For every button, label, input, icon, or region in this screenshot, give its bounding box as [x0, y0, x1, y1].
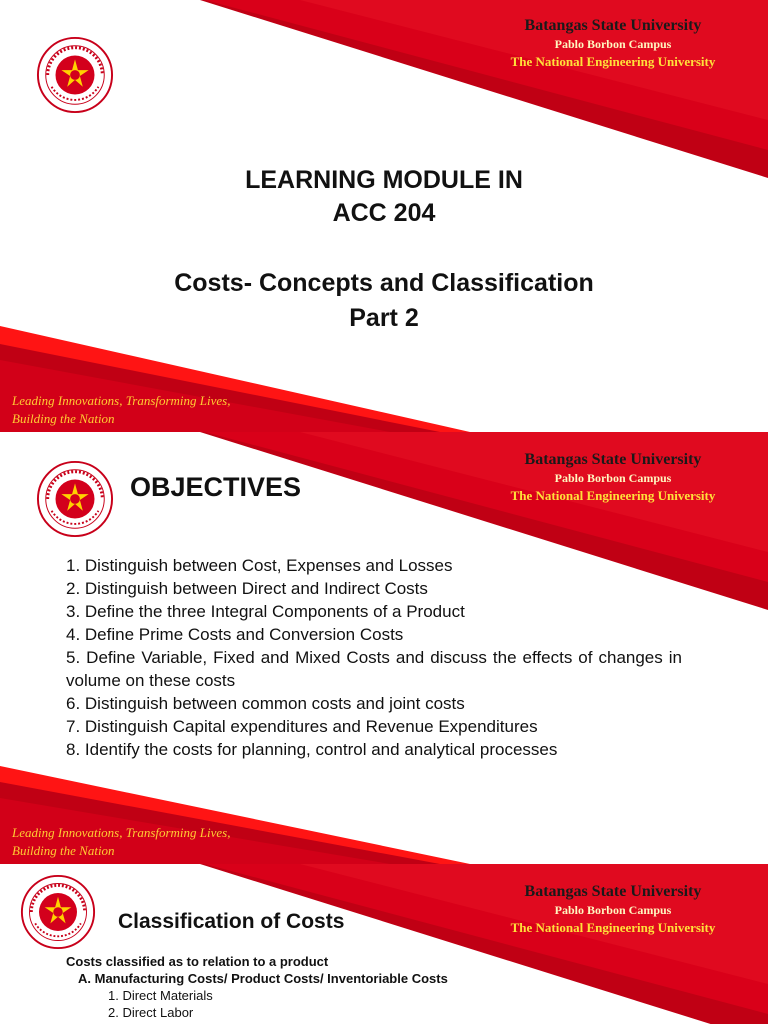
- tagline-line2: Building the Nation: [12, 411, 115, 426]
- university-name: Batangas State University: [524, 883, 702, 900]
- sub-item: 1. Direct Materials: [108, 988, 213, 1003]
- classification-heading: Classification of Costs: [118, 910, 345, 933]
- tagline-line1: Leading Innovations, Transforming Lives,: [12, 825, 231, 840]
- university-header: [488, 882, 738, 936]
- slide-title: [0, 0, 768, 432]
- tagline: [12, 392, 231, 428]
- tagline: [12, 824, 231, 860]
- objective-item: 4. Define Prime Costs and Conversion Costs: [66, 625, 404, 644]
- university-seal-logo: [36, 36, 114, 114]
- campus-name: Pablo Borbon Campus: [554, 471, 672, 485]
- objective-item: 3. Define the three Integral Components of a Product: [66, 602, 465, 621]
- slide-classification: [0, 864, 768, 1024]
- objective-item: 5. Define Variable, Fixed and Mixed Costs and discuss the effects of changes in volume on these costs: [66, 648, 682, 690]
- objective-item: 8. Identify the costs for planning, control and analytical processes: [66, 740, 558, 759]
- objective-item: 7. Distinguish Capital expenditures and Revenue Expenditures: [66, 717, 538, 736]
- bullet-text: Costs classified as to relation to a product: [66, 954, 329, 969]
- objectives-heading: OBJECTIVES: [130, 472, 302, 502]
- university-name: Batangas State University: [524, 451, 702, 468]
- sub-heading: A. Manufacturing Costs/ Product Costs/ Inventoriable Costs: [78, 971, 448, 986]
- sub-item: 2. Direct Labor: [108, 1005, 194, 1020]
- module-title-line1: LEARNING MODULE IN: [245, 166, 523, 194]
- module-title-line2: ACC 204: [332, 199, 436, 227]
- university-header: [488, 450, 738, 504]
- university-motto: The National Engineering University: [510, 920, 716, 935]
- module-subtitle: [0, 266, 768, 336]
- objective-item: 1. Distinguish between Cost, Expenses and Losses: [66, 556, 453, 575]
- module-subtitle-line2: Part 2: [349, 304, 419, 332]
- campus-name: Pablo Borbon Campus: [554, 903, 672, 917]
- university-seal-logo: [36, 460, 114, 538]
- campus-name: Pablo Borbon Campus: [554, 37, 672, 51]
- university-motto: The National Engineering University: [510, 54, 716, 69]
- objective-item: 6. Distinguish between common costs and joint costs: [66, 694, 465, 713]
- module-subtitle-line1: Costs- Concepts and Classification: [174, 269, 594, 297]
- tagline-line2: Building the Nation: [12, 843, 115, 858]
- bullet-row: [48, 954, 328, 970]
- university-header: [488, 16, 738, 70]
- university-seal-logo: [20, 874, 96, 950]
- module-title: [0, 164, 768, 230]
- university-motto: The National Engineering University: [510, 488, 716, 503]
- objective-item: 2. Distinguish between Direct and Indirect Costs: [66, 579, 428, 598]
- tagline-line1: Leading Innovations, Transforming Lives,: [12, 393, 231, 408]
- slide-objectives: [0, 432, 768, 864]
- university-name: Batangas State University: [524, 17, 702, 34]
- objectives-list: [66, 554, 682, 761]
